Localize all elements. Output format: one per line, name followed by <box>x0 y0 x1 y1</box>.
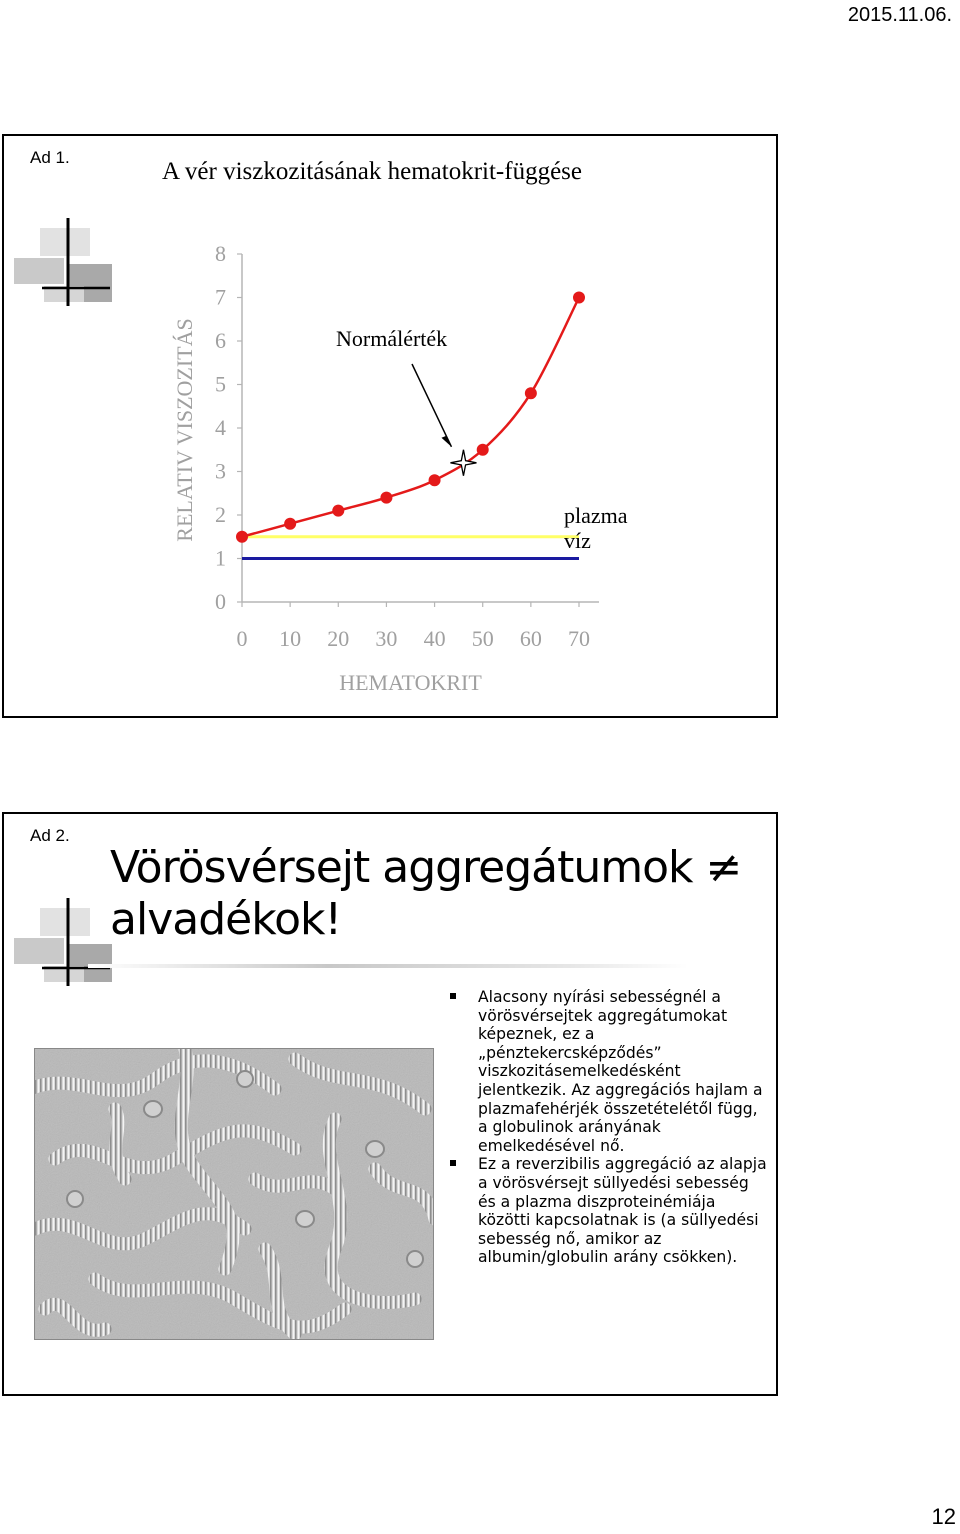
x-tick-label: 10 <box>279 626 302 651</box>
series-label-viz: víz <box>564 528 591 553</box>
y-axis-label: RELATIV VISZOZITÁS <box>172 318 197 542</box>
slide-title <box>110 842 741 946</box>
y-tick-label: 2 <box>215 502 226 527</box>
title-divider <box>88 964 688 968</box>
list-item <box>450 1155 770 1267</box>
x-axis-label: HEMATOKRIT <box>339 670 482 695</box>
y-tick-label: 3 <box>215 458 226 484</box>
viscosity-chart <box>4 136 776 716</box>
y-tick-label: 6 <box>215 328 226 353</box>
data-point <box>525 387 537 399</box>
data-point <box>284 518 296 530</box>
bullet-text: Ez a reverzibilis aggregáció az alapja a vörösvérsejt süllyedési sebesség és a plazma diszproteinémiája közötti kapcsolatnak is (a süllyedési sebesség nő, amikor az albumin/globulin arány csökken). <box>478 1155 767 1267</box>
annotation-arrow <box>412 364 451 447</box>
bullet-square-icon <box>450 1160 456 1166</box>
slide-title-line1: Vörösvérsejt aggregátumok ≠ <box>110 842 742 893</box>
normal-value-star-icon <box>450 450 476 476</box>
x-tick-label: 20 <box>327 626 350 651</box>
annotation-label: Normálérték <box>336 326 448 351</box>
y-tick-label: 4 <box>215 415 226 440</box>
list-item <box>450 988 770 1155</box>
x-tick-label: 30 <box>375 626 398 651</box>
data-point <box>573 292 585 304</box>
bullet-square-icon <box>450 993 456 999</box>
slide-title-line2: alvadékok! <box>110 894 342 945</box>
data-point <box>380 492 392 504</box>
header-date: 2015.11.06. <box>847 4 952 26</box>
annotation-arrowhead <box>441 436 451 447</box>
y-tick-label: 8 <box>215 241 226 266</box>
x-tick-label: 50 <box>471 626 494 651</box>
chart-annotations <box>336 326 628 553</box>
rouleaux-micrograph-image <box>34 1048 434 1340</box>
y-tick-label: 0 <box>215 589 226 614</box>
slide-label: Ad 2. <box>30 826 70 845</box>
x-tick-label: 70 <box>568 626 590 651</box>
y-tick-label: 5 <box>215 371 226 397</box>
decorative-cross-icon <box>10 896 120 986</box>
bullet-text: Alacsony nyírási sebességnél a vörösvérsejtek aggregátumokat képeznek, ez a „pénztekercsképződés” viszkozitásemelkedésként jelentkezik. Az aggregációs hajlam a plazmafehérjék összetételétől függ, a globulinok arányának emelkedésével nő. <box>478 988 763 1155</box>
data-point <box>236 531 248 543</box>
x-tick-label: 40 <box>423 626 446 651</box>
y-tick-label: 7 <box>215 284 226 310</box>
data-point <box>477 444 489 456</box>
data-point <box>429 474 441 486</box>
bullet-list <box>450 988 770 1267</box>
chart-axes <box>237 254 599 607</box>
y-tick-label: 1 <box>215 545 226 571</box>
data-point <box>332 505 344 517</box>
x-tick-label: 0 <box>236 626 248 651</box>
chart-ticks <box>172 241 590 695</box>
x-tick-label: 60 <box>519 626 542 651</box>
slide-title: A vér viszkozitásának hematokrit-függése <box>162 158 582 185</box>
page-number: 12 <box>931 1504 956 1529</box>
slide-2 <box>2 812 778 1396</box>
slide-1 <box>2 134 778 718</box>
series-label-plazma: plazma <box>564 503 628 528</box>
slide-label: Ad 1. <box>30 148 70 167</box>
